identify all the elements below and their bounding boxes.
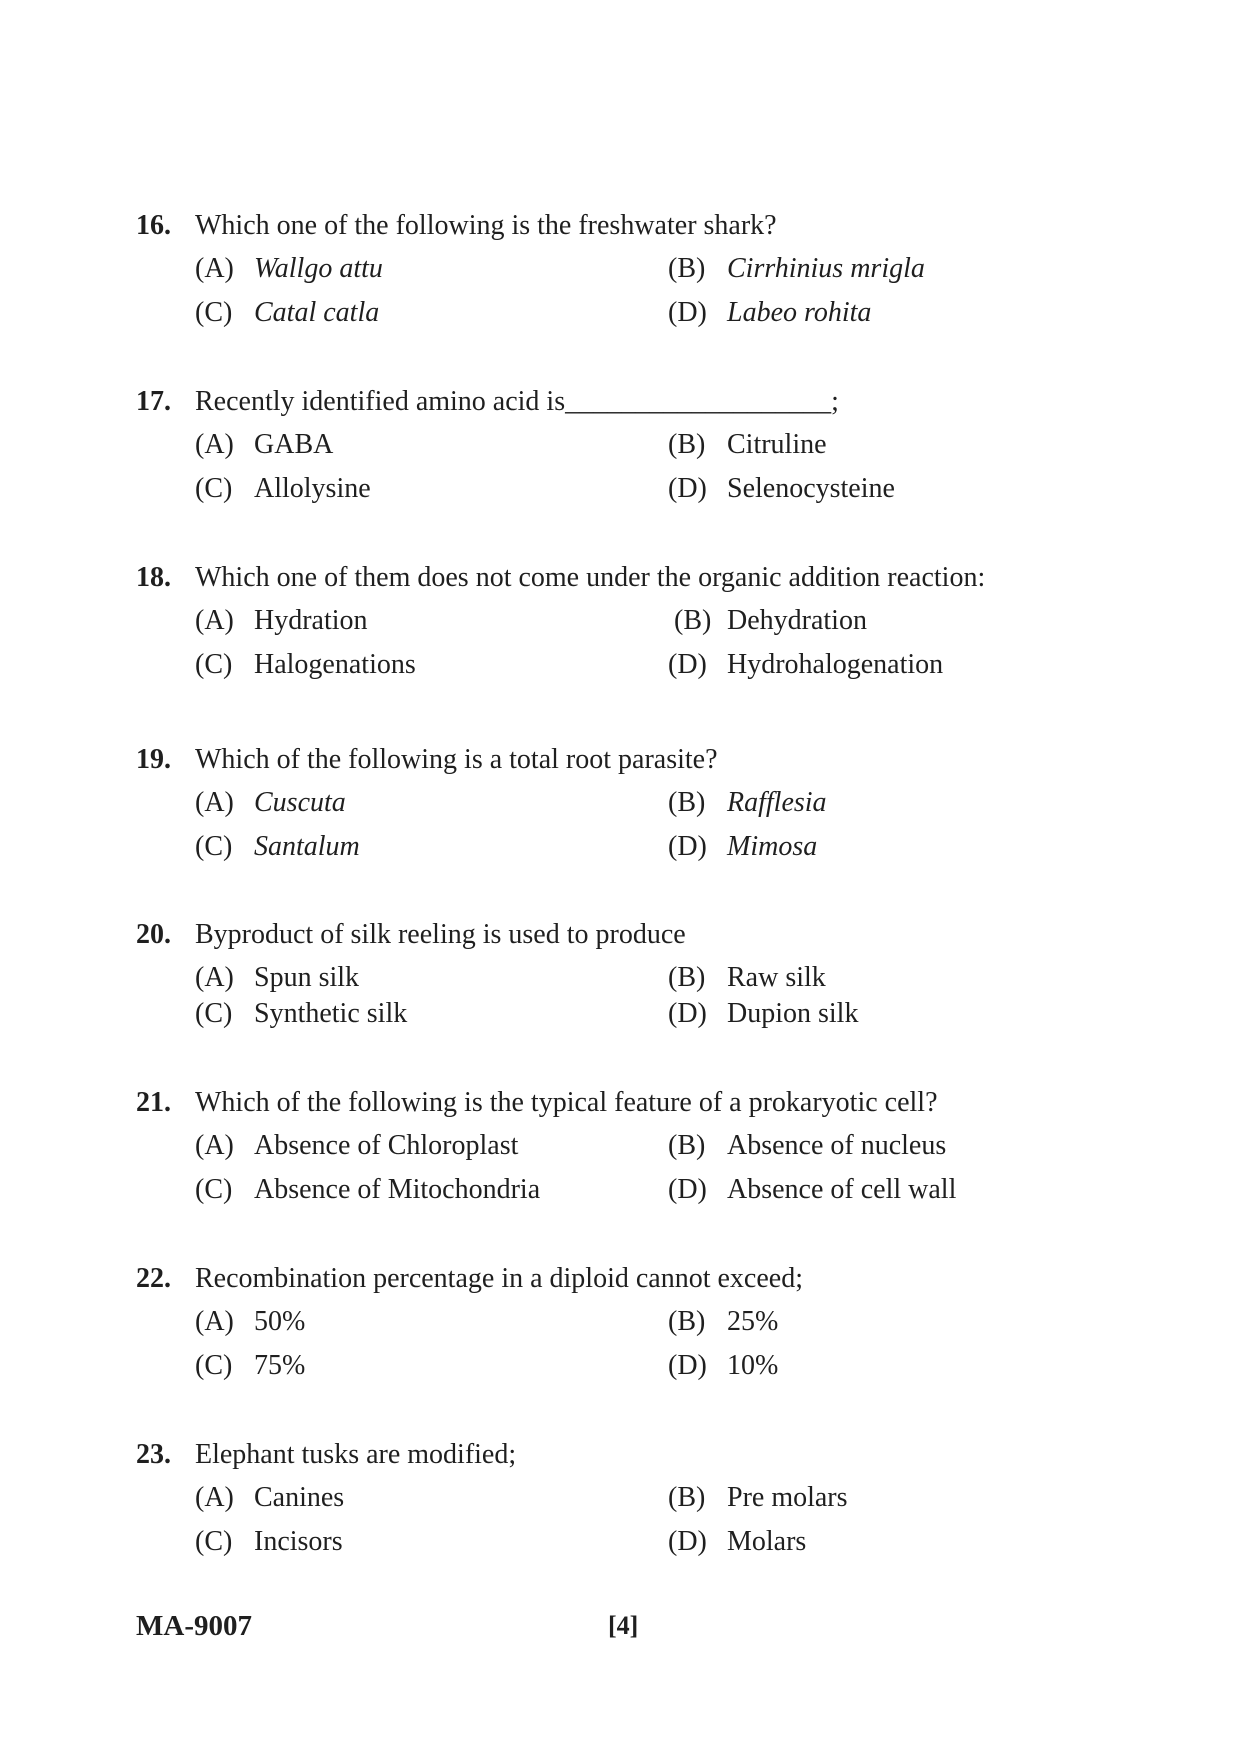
question-number: 22.	[136, 1263, 171, 1294]
option-text: 10%	[727, 1350, 779, 1381]
option-letter: (C)	[195, 1350, 233, 1381]
option-b	[674, 604, 867, 638]
option-text: GABA	[254, 429, 334, 460]
option-b	[668, 1481, 848, 1515]
option-c	[195, 997, 407, 1031]
option-letter: (C)	[195, 831, 233, 862]
paper-code: MA-9007	[136, 1610, 252, 1642]
option-text: Absence of nucleus	[727, 1130, 947, 1161]
option-a	[195, 604, 368, 638]
option-b	[668, 252, 925, 286]
option-c	[195, 1173, 540, 1207]
question-text: Which one of them does not come under the organic addition reaction:	[195, 562, 986, 593]
question-number: 23.	[136, 1439, 171, 1470]
option-a	[195, 1305, 305, 1339]
option-a	[195, 1481, 344, 1515]
option-letter: (D)	[668, 831, 707, 862]
option-text: Allolysine	[254, 473, 371, 504]
option-text: Catal catla	[254, 297, 380, 328]
option-letter: (A)	[195, 1130, 234, 1161]
option-letter: (A)	[195, 1482, 234, 1513]
question-text: Which of the following is a total root parasite?	[195, 744, 718, 775]
option-text: Halogenations	[254, 649, 416, 680]
option-text: Absence of cell wall	[727, 1174, 957, 1205]
option-letter: (B)	[668, 429, 706, 460]
page-number: [4]	[608, 1611, 639, 1640]
question-stem	[136, 1262, 803, 1296]
option-text: Spun silk	[254, 962, 360, 993]
option-text: Cuscuta	[254, 787, 346, 818]
question-text: Which of the following is the typical feature of a prokaryotic cell?	[195, 1087, 938, 1118]
option-text: Molars	[727, 1526, 807, 1557]
option-a	[195, 961, 359, 995]
option-c	[195, 830, 360, 864]
option-letter: (D)	[668, 1174, 707, 1205]
option-letter: (D)	[668, 473, 707, 504]
option-text: Absence of Chloroplast	[254, 1130, 519, 1161]
question-text: Recombination percentage in a diploid cannot exceed;	[195, 1263, 803, 1294]
option-d	[668, 1349, 778, 1383]
option-letter: (C)	[195, 473, 233, 504]
question-stem	[136, 743, 718, 777]
option-d	[668, 1173, 956, 1207]
question-number: 18.	[136, 562, 171, 593]
option-text: Labeo rohita	[727, 297, 872, 328]
option-a	[195, 252, 383, 286]
question-text: Byproduct of silk reeling is used to produce	[195, 919, 686, 950]
option-text: Synthetic silk	[254, 998, 408, 1029]
question-number: 21.	[136, 1087, 171, 1118]
option-letter: (B)	[668, 1130, 706, 1161]
question-stem	[136, 1086, 938, 1120]
option-text: Santalum	[254, 831, 360, 862]
option-b	[668, 786, 827, 820]
question-number: 20.	[136, 919, 171, 950]
option-b	[668, 428, 827, 462]
option-d	[668, 648, 943, 682]
option-text: 25%	[727, 1306, 779, 1337]
question-text: Recently identified amino acid is___________________;	[195, 386, 839, 417]
option-letter: (D)	[668, 649, 707, 680]
option-c	[195, 648, 416, 682]
option-text: Hydrohalogenation	[727, 649, 944, 680]
option-b	[668, 961, 826, 995]
question-stem	[136, 1438, 516, 1472]
option-letter: (A)	[195, 962, 234, 993]
option-text: Absence of Mitochondria	[254, 1174, 541, 1205]
option-letter: (B)	[674, 605, 712, 636]
option-c	[195, 1349, 305, 1383]
option-letter: (B)	[668, 253, 706, 284]
option-letter: (A)	[195, 605, 234, 636]
option-letter: (B)	[668, 1482, 706, 1513]
question-text: Elephant tusks are modified;	[195, 1439, 517, 1470]
option-letter: (C)	[195, 1526, 233, 1557]
option-c	[195, 296, 379, 330]
option-text: Pre molars	[727, 1482, 848, 1513]
option-d	[668, 1525, 806, 1559]
option-text: Rafflesia	[727, 787, 827, 818]
option-b	[668, 1129, 946, 1163]
option-text: Cirrhinius mrigla	[727, 253, 925, 284]
option-d	[668, 472, 895, 506]
option-text: Hydration	[254, 605, 368, 636]
question-number: 16.	[136, 210, 171, 241]
option-letter: (B)	[668, 962, 706, 993]
option-d	[668, 997, 858, 1031]
option-a	[195, 786, 346, 820]
option-letter: (C)	[195, 297, 233, 328]
option-c	[195, 1525, 343, 1559]
option-letter: (D)	[668, 1350, 707, 1381]
option-letter: (A)	[195, 1306, 234, 1337]
question-stem	[136, 385, 839, 419]
option-d	[668, 830, 817, 864]
option-letter: (D)	[668, 998, 707, 1029]
option-letter: (C)	[195, 998, 233, 1029]
option-letter: (C)	[195, 1174, 233, 1205]
option-letter: (D)	[668, 1526, 707, 1557]
question-stem	[136, 918, 686, 952]
option-text: Incisors	[254, 1526, 343, 1557]
option-text: 50%	[254, 1306, 306, 1337]
question-text: Which one of the following is the freshwater shark?	[195, 210, 777, 241]
option-text: 75%	[254, 1350, 306, 1381]
option-a	[195, 428, 333, 462]
option-text: Selenocysteine	[727, 473, 895, 504]
question-number: 19.	[136, 744, 171, 775]
option-text: Wallgo attu	[254, 253, 383, 284]
option-b	[668, 1305, 778, 1339]
question-stem	[136, 209, 777, 243]
option-text: Citruline	[727, 429, 827, 460]
option-text: Mimosa	[727, 831, 818, 862]
option-letter: (A)	[195, 253, 234, 284]
option-letter: (B)	[668, 787, 706, 818]
option-letter: (D)	[668, 297, 707, 328]
question-stem	[136, 561, 985, 595]
option-text: Raw silk	[727, 962, 826, 993]
option-text: Canines	[254, 1482, 345, 1513]
option-letter: (A)	[195, 429, 234, 460]
option-c	[195, 472, 371, 506]
option-text: Dupion silk	[727, 998, 859, 1029]
option-letter: (A)	[195, 787, 234, 818]
option-d	[668, 296, 871, 330]
option-letter: (B)	[668, 1306, 706, 1337]
question-number: 17.	[136, 386, 171, 417]
option-letter: (C)	[195, 649, 233, 680]
option-a	[195, 1129, 518, 1163]
option-text: Dehydration	[727, 605, 867, 636]
